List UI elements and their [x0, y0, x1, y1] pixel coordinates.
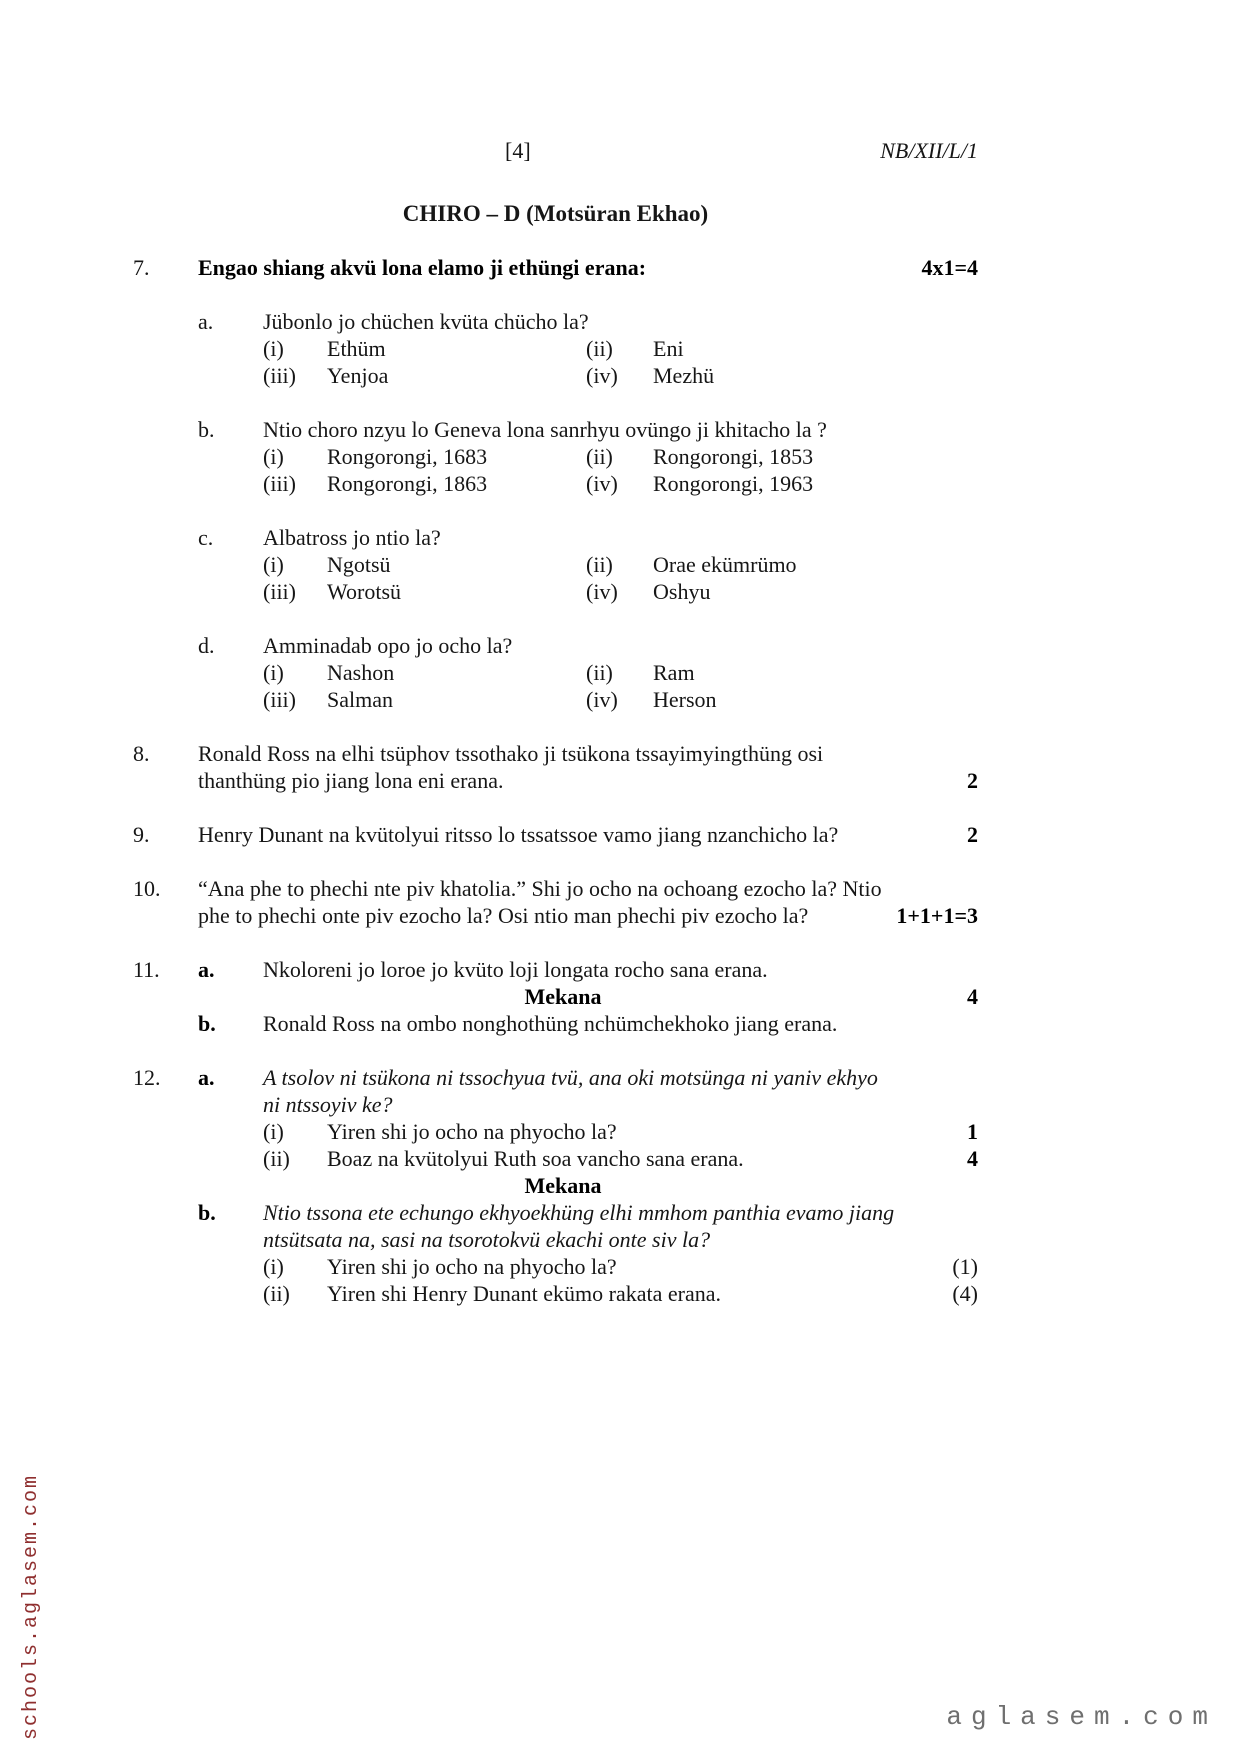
option-text: Rongorongi, 1863: [327, 471, 488, 496]
option-label: (i): [263, 444, 284, 469]
q7-item-b-options-row-1: [198, 443, 978, 470]
option-label: (ii): [263, 1281, 290, 1306]
question-11-or-label: Mekana: [524, 984, 602, 1009]
q7-item-c-options-row-1: [198, 551, 978, 578]
option-text: Boaz na kvütolyui Ruth soa vancho sana erana.: [327, 1146, 744, 1171]
indent: [198, 1091, 263, 1118]
question-12-b-option-1: [198, 1253, 978, 1280]
q7-item-b: [198, 416, 978, 443]
watermark-aglasem: aglasem.com: [946, 1702, 1217, 1732]
spacer: [198, 389, 978, 416]
question-12-b-text: Ntio tssona ete echungo ekhyoekhüng elhi mmhom panthia evamo jiang: [263, 1200, 895, 1225]
question-12-a-option-2: [198, 1145, 978, 1172]
option-label: (i): [263, 552, 284, 577]
option-text: Ethüm: [327, 336, 386, 361]
question-8-body: [198, 740, 978, 794]
question-10-number: 10.: [133, 876, 161, 901]
spacer: [133, 164, 978, 200]
question-12-b-letter: b.: [198, 1200, 216, 1225]
question-9-text: Henry Dunant na kvütolyui ritsso lo tssatssoe vamo jiang nzanchicho la?: [198, 822, 839, 847]
question-7-head: [198, 254, 978, 281]
indent: [198, 1226, 263, 1253]
question-9-body: [198, 821, 978, 848]
question-11-body: [198, 956, 978, 1037]
spacer: [198, 605, 978, 632]
indent: [198, 362, 263, 389]
q7-item-d-letter: d.: [198, 633, 215, 658]
indent: [198, 983, 263, 1010]
question-7-text: Engao shiang akvü lona elamo ji ethüngi erana:: [198, 255, 647, 280]
indent: [198, 1253, 263, 1280]
spacer: [198, 497, 978, 524]
question-12-body: [198, 1064, 978, 1307]
question-9: [133, 821, 978, 848]
option-text: Ram: [653, 660, 695, 685]
q7-item-b-letter: b.: [198, 417, 215, 442]
indent: [198, 1118, 263, 1145]
q7-item-a-question: Jübonlo jo chüchen kvüta chücho la?: [263, 309, 589, 334]
indent: [198, 1280, 263, 1307]
q7-item-a-options-row-1: [198, 335, 978, 362]
question-11-a-letter: a.: [198, 957, 215, 982]
question-12-b-line-2: [198, 1226, 978, 1253]
option-label: (iv): [586, 687, 618, 712]
question-12-a-line-2: [198, 1091, 978, 1118]
option-label: (ii): [586, 336, 613, 361]
q7-item-b-question: Ntio choro nzyu lo Geneva lona sanrhyu ovüngo ji khitacho la ?: [263, 417, 827, 442]
q7-item-a: [198, 308, 978, 335]
option-label: (ii): [263, 1146, 290, 1171]
question-11: [133, 956, 978, 1037]
q7-item-d-options-row-1: [198, 659, 978, 686]
indent: [198, 659, 263, 686]
question-9-number: 9.: [133, 822, 150, 847]
question-8-text: thanthüng pio jiang lona eni erana.: [198, 768, 504, 793]
option-text: Yiren shi Henry Dunant ekümo rakata erana.: [327, 1281, 722, 1306]
option-marks: 1: [967, 1119, 978, 1144]
option-label: (iv): [586, 579, 618, 604]
indent: [198, 578, 263, 605]
option-text: Herson: [653, 687, 717, 712]
question-7-body: [198, 254, 978, 713]
question-8-number: 8.: [133, 741, 150, 766]
question-12-a-line-1: [198, 1064, 978, 1091]
option-text: Mezhü: [653, 363, 715, 388]
question-12-number: 12.: [133, 1065, 161, 1090]
option-marks: (4): [952, 1281, 978, 1306]
indent: [198, 1172, 263, 1199]
page-content: [133, 137, 978, 1307]
question-7: [133, 254, 978, 713]
question-9-line: [198, 821, 978, 848]
spacer: [198, 281, 978, 308]
question-12-a-text: ni ntssoyiv ke?: [263, 1092, 393, 1117]
question-11-a-text: Nkoloreni jo loroe jo kvüto loji longata rocho sana erana.: [263, 957, 768, 982]
question-11-a: [198, 956, 978, 983]
option-label: (ii): [586, 444, 613, 469]
question-8-marks: 2: [967, 768, 978, 793]
option-text: Salman: [327, 687, 393, 712]
question-8-text: Ronald Ross na elhi tsüphov tssothako ji tsükona tssayimyingthüng osi: [198, 741, 824, 766]
question-12-b-line-1: [198, 1199, 978, 1226]
q7-item-d-question: Amminadab opo jo ocho la?: [263, 633, 513, 658]
spacer: [133, 929, 978, 956]
question-8: [133, 740, 978, 794]
question-11-b-letter: b.: [198, 1011, 216, 1036]
option-text: Yenjoa: [327, 363, 389, 388]
question-11-or-row: [198, 983, 978, 1010]
option-text: Ngotsü: [327, 552, 391, 577]
indent: [198, 1145, 263, 1172]
option-text: Nashon: [327, 660, 395, 685]
q7-item-a-options-row-2: [198, 362, 978, 389]
option-text: Eni: [653, 336, 684, 361]
spacer: [133, 227, 978, 254]
question-9-marks: 2: [967, 822, 978, 847]
q7-item-b-options-row-2: [198, 470, 978, 497]
question-12-b-text: ntsütsata na, sasi na tsorotokvü ekachi onte siv la?: [263, 1227, 711, 1252]
option-label: (ii): [586, 552, 613, 577]
question-12-or-label: Mekana: [524, 1173, 602, 1198]
question-10-body: [198, 875, 978, 929]
question-10-line-1: [198, 875, 978, 902]
option-label: (iv): [586, 471, 618, 496]
option-label: (iv): [586, 363, 618, 388]
option-text: Rongorongi, 1683: [327, 444, 488, 469]
option-label: (iii): [263, 687, 296, 712]
question-11-b-text: Ronald Ross na ombo nonghothüng nchümchekhoko jiang erana.: [263, 1011, 838, 1036]
page-number: [4]: [505, 138, 531, 163]
option-marks: 4: [967, 1146, 978, 1171]
question-12-a-letter: a.: [198, 1065, 215, 1090]
option-label: (i): [263, 660, 284, 685]
q7-item-c-options-row-2: [198, 578, 978, 605]
option-label: (ii): [586, 660, 613, 685]
spacer: [133, 848, 978, 875]
indent: [198, 443, 263, 470]
option-label: (iii): [263, 471, 296, 496]
paper-code: NB/XII/L/1: [880, 138, 978, 163]
question-10-text: “Ana phe to phechi nte piv khatolia.” Shi jo ocho na ochoang ezocho la? Ntio: [198, 876, 882, 901]
question-12-b-option-2: [198, 1280, 978, 1307]
indent: [198, 335, 263, 362]
question-7-marks: 4x1=4: [921, 255, 978, 280]
question-8-line-2: [198, 767, 978, 794]
q7-item-d: [198, 632, 978, 659]
option-label: (iii): [263, 363, 296, 388]
question-7-number: 7.: [133, 255, 150, 280]
spacer: [133, 713, 978, 740]
question-8-line-1: [198, 740, 978, 767]
option-label: (i): [263, 336, 284, 361]
question-10-marks: 1+1+1=3: [896, 903, 978, 928]
option-marks: (1): [952, 1254, 978, 1279]
question-10-text: phe to phechi onte piv ezocho la? Osi ntio man phechi piv ezocho la?: [198, 903, 809, 928]
question-10: [133, 875, 978, 929]
indent: [198, 470, 263, 497]
option-text: Yiren shi jo ocho na phyocho la?: [327, 1119, 617, 1144]
q7-item-d-options-row-2: [198, 686, 978, 713]
question-12: [133, 1064, 978, 1307]
option-text: Worotsü: [327, 579, 402, 604]
question-12-a-option-1: [198, 1118, 978, 1145]
page-header: [133, 137, 978, 164]
question-11-marks: 4: [967, 984, 978, 1009]
indent: [198, 686, 263, 713]
option-text: Rongorongi, 1853: [653, 444, 814, 469]
q7-item-c-question: Albatross jo ntio la?: [263, 525, 441, 550]
q7-item-c: [198, 524, 978, 551]
question-11-number: 11.: [133, 957, 160, 982]
question-12-or-row: [198, 1172, 978, 1199]
option-text: Oshyu: [653, 579, 711, 604]
spacer: [133, 1037, 978, 1064]
option-label: (i): [263, 1254, 284, 1279]
spacer: [133, 794, 978, 821]
option-text: Yiren shi jo ocho na phyocho la?: [327, 1254, 617, 1279]
q7-item-c-letter: c.: [198, 525, 214, 550]
option-label: (i): [263, 1119, 284, 1144]
q7-item-a-letter: a.: [198, 309, 214, 334]
watermark-schools-aglasem: schools.aglasem.com: [20, 1473, 43, 1740]
section-title: CHIRO – D (Motsüran Ekhao): [402, 201, 709, 226]
question-12-a-text: A tsolov ni tsükona ni tssochyua tvü, ana oki motsünga ni yaniv ekhyo: [263, 1065, 878, 1090]
option-text: Rongorongi, 1963: [653, 471, 814, 496]
option-label: (iii): [263, 579, 296, 604]
indent: [198, 551, 263, 578]
question-11-b: [198, 1010, 978, 1037]
option-text: Orae ekümrümo: [653, 552, 797, 577]
question-10-line-2: [198, 902, 978, 929]
